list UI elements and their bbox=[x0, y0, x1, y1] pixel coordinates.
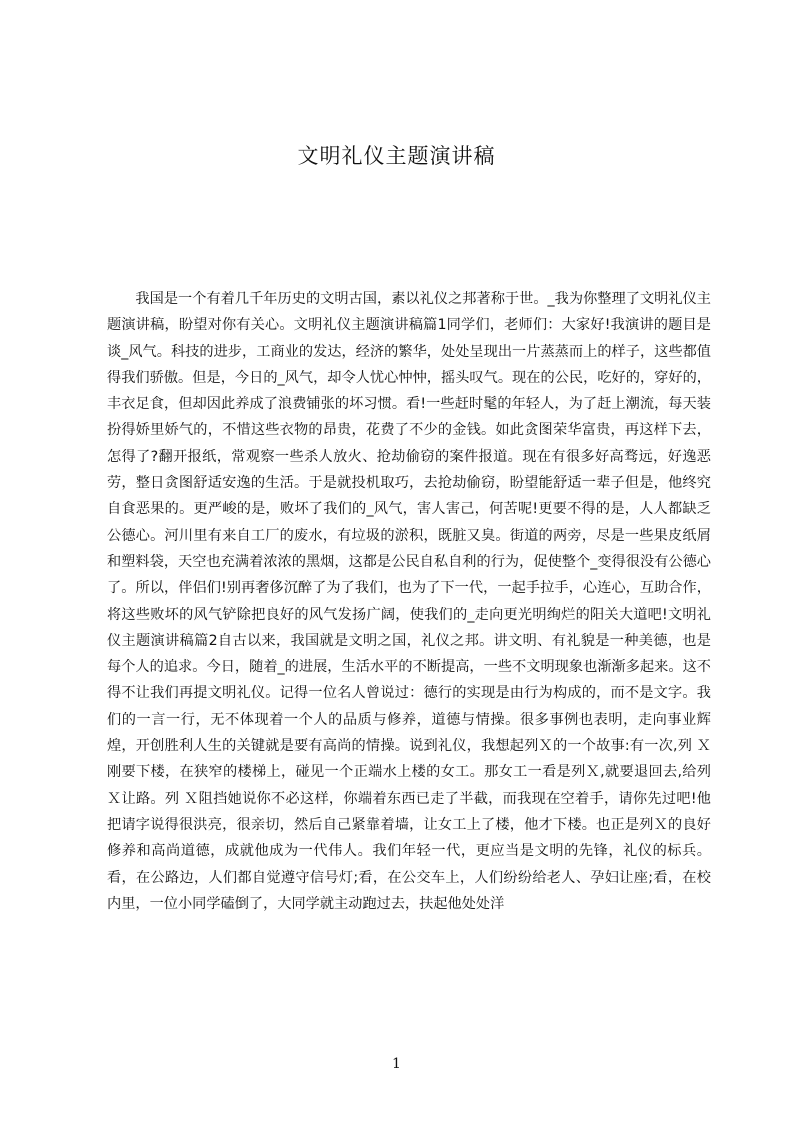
document-title: 文明礼仪主题演讲稿 bbox=[297, 144, 496, 168]
page-number: 1 bbox=[392, 1056, 401, 1072]
document-body-text: 我国是一个有着几千年历史的文明古国，素以礼仪之邦著称于世。_我为你整理了文明礼仪主题演讲稿，盼望对你有关心。文明礼仪主题演讲稿篇1同学们，老师们：大家好!我演讲的题目是谈_风气。科技的进步，工商业的发达，经济的繁华，处处呈现出一片蒸蒸而上的样子，这些都值得我们骄傲。但是，今日的_风气，却令人忧心忡忡，摇头叹气。现在的公民，吃好的，穿好的，丰衣足食，但却因此养成了浪费铺张的坏习惯。看!一些赶时髦的年轻人，为了赶上潮流，每天装扮得娇里娇气的，不惜这些衣物的昂贵，花费了不少的金钱。如此贪图荣华富贵，再这样下去，怎得了?翻开报纸，常观察一些杀人放火、抢劫偷窃的案件报道。现在有很多好高骛远，好逸恶劳，整日贪图舒适安逸的生活。于是就投机取巧，去抢劫偷窃，盼望能舒适一辈子但是，他终究自食恶果的。更严峻的是，败坏了我们的_风气，害人害己，何苦呢!更要不得的是，人人都缺乏公德心。河川里有来自工厂的废水，有垃圾的淤积，既脏又臭。街道的两旁，尽是一些果皮纸屑和塑料袋，天空也充满着浓浓的黑烟，这都是公民自私自利的行为，促使整个_变得很没有公德心了。所以，伴侣们!别再奢侈沉醉了为了我们，也为了下一代，一起手拉手，心连心，互助合作，将这些败坏的风气铲除把良好的风气发扬广阔，使我们的_走向更光明绚烂的阳关大道吧!文明礼仪主题演讲稿篇2自古以来，我国就是文明之国，礼仪之邦。讲文明、有礼貌是一种美德，也是每个人的追求。今日，随着_的进展，生活水平的不断提高，一些不文明现象也渐渐多起来。这不得不让我们再提文明礼仪。记得一位名人曾说过：德行的实现是由行为构成的，而不是文字。我们的一言一行，无不体现着一个人的品质与修养，道德与情操。很多事例也表明，走向事业辉煌，开创胜利人生的关键就是要有高尚的情操。说到礼仪，我想起列Ｘ的一个故事:有一次,列 Ｘ刚要下楼，在狭窄的楼梯上，碰见一个正端水上楼的女工。那女工一看是列Ｘ,就要退回去,给列 Ｘ让路。列 Ｘ阻挡她说你不必这样，你端着东西已走了半截，而我现在空着手，请你先过吧!他把请字说得很洪亮，很亲切，然后自己紧靠着墙，让女工上了楼，他才下楼。也正是列Ｘ的良好修养和高尚道德，成就他成为一代伟人。我们年轻一代，更应当是文明的先锋，礼仪的标兵。看，在公路边，人们都自觉遵守信号灯;看，在公交车上，人们纷纷给老人、孕妇让座;看，在校内里，一位小同学磕倒了，大同学就主动跑过去，扶起他处处洋 bbox=[107, 291, 711, 912]
